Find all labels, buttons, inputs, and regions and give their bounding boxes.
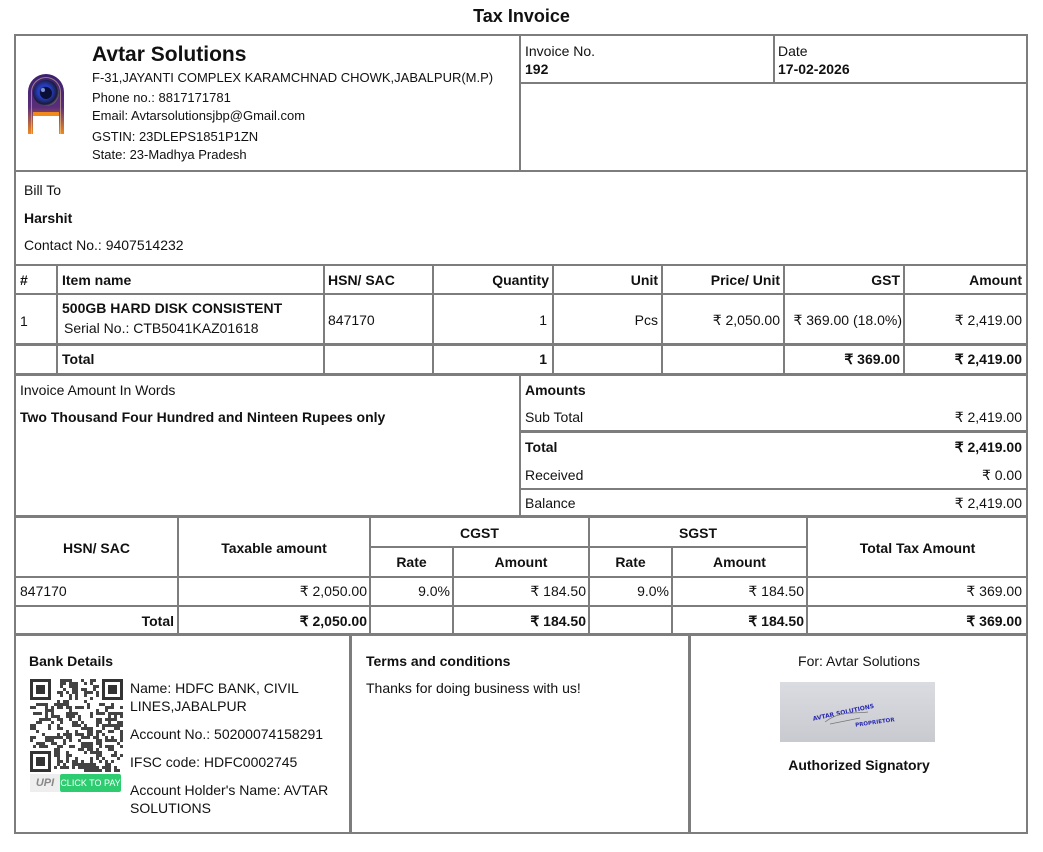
balance-value: ₹ 2,419.00 bbox=[954, 495, 1022, 511]
balance-label: Balance bbox=[525, 495, 576, 511]
item-quantity: 1 bbox=[539, 312, 547, 328]
signature-stamp-image bbox=[780, 682, 935, 742]
tax-row-cgst-rate: 9.0% bbox=[418, 583, 450, 599]
tax-row-cgst-amount: ₹ 184.50 bbox=[530, 583, 586, 599]
amount-in-words-value: Two Thousand Four Hundred and Ninteen Rupees only bbox=[20, 409, 386, 425]
bank-ifsc: IFSC code: HDFC0002745 bbox=[130, 754, 298, 770]
item-index: 1 bbox=[20, 313, 28, 329]
item-price: ₹ 2,050.00 bbox=[712, 312, 780, 328]
divider bbox=[519, 375, 521, 516]
tax-row-total: ₹ 369.00 bbox=[966, 583, 1022, 599]
invoice-number-label: Invoice No. bbox=[525, 43, 596, 59]
items-header-amount: Amount bbox=[969, 272, 1022, 288]
bank-account: Account No.: 50200074158291 bbox=[130, 726, 324, 742]
company-phone: Phone no.: 8817171781 bbox=[92, 90, 231, 105]
divider bbox=[15, 293, 1027, 295]
divider bbox=[323, 265, 325, 374]
item-amount: ₹ 2,419.00 bbox=[954, 312, 1022, 328]
divider bbox=[15, 633, 1027, 636]
bill-to-contact: Contact No.: 9407514232 bbox=[24, 237, 184, 253]
divider bbox=[15, 576, 1027, 578]
qr-code-icon[interactable] bbox=[30, 679, 123, 772]
tax-row-taxable: ₹ 2,050.00 bbox=[299, 583, 367, 599]
document-title: Tax Invoice bbox=[473, 6, 570, 26]
divider bbox=[349, 636, 352, 833]
company-gstin: GSTIN: 23DLEPS1851P1ZN bbox=[92, 129, 259, 144]
company-address: F-31,JAYANTI COMPLEX KARAMCHNAD CHOWK,JABALPUR(M.P) bbox=[92, 70, 494, 85]
item-serial: Serial No.: CTB5041KAZ01618 bbox=[64, 320, 259, 336]
items-header-price: Price/ Unit bbox=[710, 272, 780, 288]
invoice-date-label: Date bbox=[778, 43, 808, 59]
upi-pay-button[interactable] bbox=[30, 774, 120, 792]
items-total-amount: ₹ 2,419.00 bbox=[954, 351, 1022, 367]
tax-total-cgst: ₹ 184.50 bbox=[530, 613, 586, 629]
item-hsn: 847170 bbox=[328, 312, 375, 328]
upi-logo-icon: UPI bbox=[30, 774, 60, 792]
bill-to-name: Harshit bbox=[24, 210, 73, 226]
tax-header-cgst: CGST bbox=[460, 525, 499, 541]
items-total-label: Total bbox=[62, 351, 95, 367]
authorized-signatory-label: Authorized Signatory bbox=[788, 757, 930, 773]
items-header-unit: Unit bbox=[630, 272, 658, 288]
tax-header-taxable: Taxable amount bbox=[221, 540, 327, 556]
divider bbox=[15, 605, 1027, 607]
sub-total-value: ₹ 2,419.00 bbox=[954, 409, 1022, 425]
divider bbox=[15, 373, 1027, 376]
received-value: ₹ 0.00 bbox=[981, 467, 1022, 483]
invoice-date: 17-02-2026 bbox=[778, 61, 850, 77]
camera-logo-icon bbox=[26, 72, 66, 134]
total-value: ₹ 2,419.00 bbox=[954, 439, 1022, 455]
items-total-gst: ₹ 369.00 bbox=[844, 351, 900, 367]
bank-name-line1: Name: HDFC BANK, CIVIL bbox=[130, 680, 299, 696]
bill-to-label: Bill To bbox=[24, 182, 62, 198]
item-name: 500GB HARD DISK CONSISTENT bbox=[62, 300, 283, 316]
tax-total-taxable: ₹ 2,050.00 bbox=[299, 613, 367, 629]
amounts-label: Amounts bbox=[525, 382, 586, 398]
invoice-number: 192 bbox=[525, 61, 549, 77]
tax-header-sgst-rate: Rate bbox=[615, 554, 646, 570]
tax-total-label: Total bbox=[141, 613, 174, 629]
tax-header-total: Total Tax Amount bbox=[859, 540, 976, 556]
tax-total-total: ₹ 369.00 bbox=[966, 613, 1022, 629]
divider bbox=[15, 343, 1027, 346]
bank-details-label: Bank Details bbox=[29, 653, 114, 669]
total-label: Total bbox=[525, 439, 558, 455]
divider bbox=[370, 546, 807, 548]
company-email: Email: Avtarsolutionsjbp@Gmail.com bbox=[92, 108, 306, 123]
tax-total-sgst: ₹ 184.50 bbox=[748, 613, 804, 629]
terms-label: Terms and conditions bbox=[366, 653, 511, 669]
terms-text: Thanks for doing business with us! bbox=[366, 680, 581, 696]
tax-header-cgst-rate: Rate bbox=[396, 554, 427, 570]
divider bbox=[521, 430, 1027, 433]
amount-in-words-label: Invoice Amount In Words bbox=[20, 382, 176, 398]
divider bbox=[520, 82, 1027, 84]
tax-row-sgst-amount: ₹ 184.50 bbox=[748, 583, 804, 599]
items-total-quantity: 1 bbox=[539, 351, 547, 367]
divider bbox=[15, 264, 1027, 266]
divider bbox=[15, 170, 1027, 172]
tax-header-sgst-amount: Amount bbox=[713, 554, 766, 570]
received-label: Received bbox=[525, 467, 584, 483]
signatory-for-label: For: Avtar Solutions bbox=[798, 653, 920, 669]
items-header-quantity: Quantity bbox=[492, 272, 549, 288]
divider bbox=[519, 35, 521, 171]
stamp-top-text: AVTAR SOLUTIONS bbox=[812, 702, 875, 723]
divider bbox=[15, 515, 1027, 518]
tax-row-hsn: 847170 bbox=[20, 583, 67, 599]
tax-header-cgst-amount: Amount bbox=[494, 554, 548, 570]
click-to-pay-label: CLICK TO PAY bbox=[60, 774, 121, 792]
divider bbox=[521, 488, 1027, 490]
stamp-bottom-text: PROPRIETOR bbox=[854, 717, 896, 729]
items-header-gst: GST bbox=[871, 272, 900, 288]
item-unit: Pcs bbox=[634, 312, 658, 328]
tax-header-sgst: SGST bbox=[678, 525, 718, 541]
bank-holder-line2: SOLUTIONS bbox=[130, 800, 211, 816]
sub-total-label: Sub Total bbox=[525, 409, 584, 425]
bank-holder-line1: Account Holder's Name: AVTAR bbox=[130, 782, 329, 798]
divider bbox=[773, 35, 775, 83]
divider bbox=[56, 265, 58, 374]
tax-header-hsn: HSN/ SAC bbox=[63, 540, 130, 556]
items-header-hsn: HSN/ SAC bbox=[328, 272, 395, 288]
bank-name-line2: LINES,JABALPUR bbox=[130, 698, 247, 714]
items-header-index: # bbox=[20, 272, 28, 288]
company-name: Avtar Solutions bbox=[92, 43, 247, 66]
item-gst: ₹ 369.00 (18.0%) bbox=[793, 312, 902, 328]
company-state: State: 23-Madhya Pradesh bbox=[92, 147, 247, 162]
tax-row-sgst-rate: 9.0% bbox=[637, 583, 669, 599]
items-header-name: Item name bbox=[62, 272, 132, 288]
